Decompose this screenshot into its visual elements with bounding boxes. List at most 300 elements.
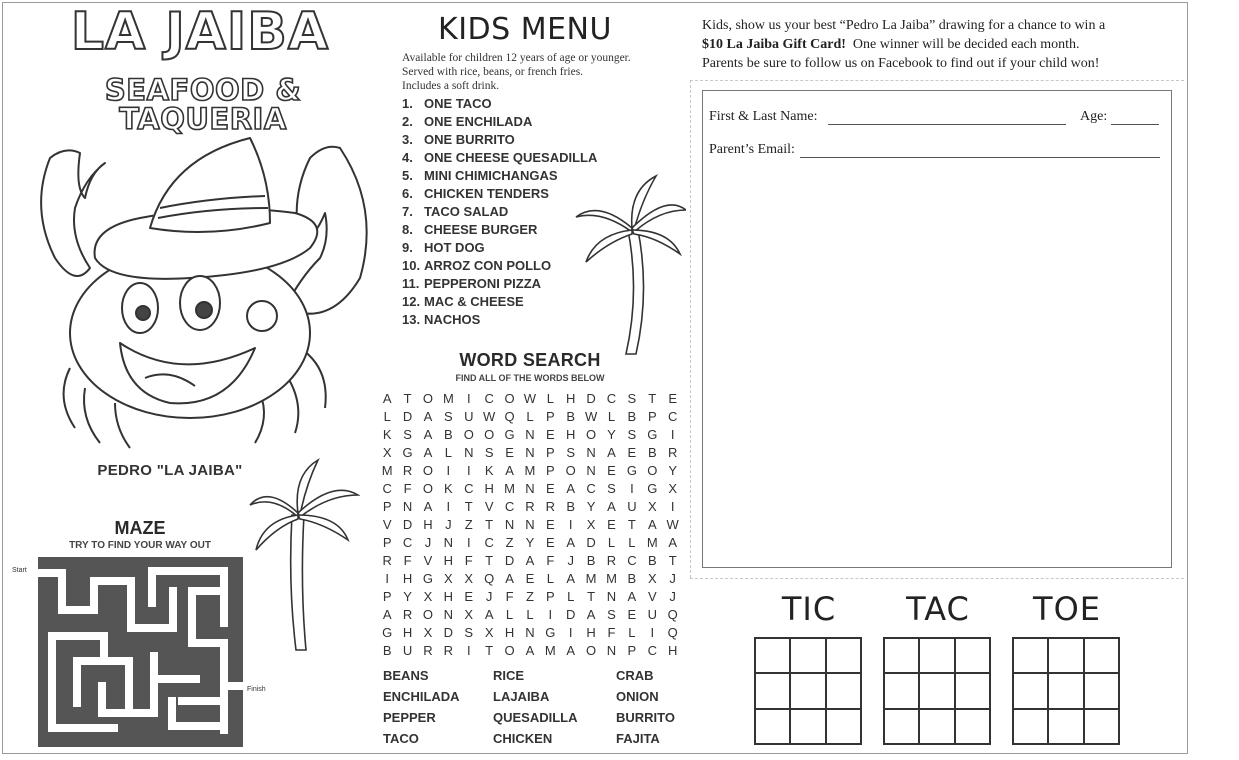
word-search-letter[interactable]: S (444, 409, 453, 424)
ttt-cell[interactable] (826, 709, 861, 744)
ttt-cell[interactable] (826, 638, 861, 673)
drawing-contest-text: Kids, show us your best “Pedro La Jaiba” drawing for a chance to win a $10 La Jaiba Gift Card! One winner will be decided each month. Parents be sure to follow us on Facebook to find out if your child won! (702, 18, 1106, 71)
word-search-word: ONION (616, 689, 659, 704)
word-search-word: ENCHILADA (383, 689, 460, 704)
word-search-letter[interactable]: I (650, 625, 655, 640)
ttt-cell[interactable] (755, 709, 790, 744)
word-search-letter[interactable]: H (402, 625, 413, 640)
menu-item: 1. ONE TACO (402, 96, 492, 111)
word-search-letter[interactable]: N (504, 517, 515, 532)
word-search-letter[interactable]: I (466, 391, 471, 406)
menu-item: 11. PEPPERONI PIZZA (402, 276, 542, 291)
word-search-letter[interactable]: A (423, 409, 433, 424)
word-search-letter[interactable]: A (525, 643, 535, 658)
word-search-letter[interactable]: R (402, 607, 413, 622)
word-search-letter[interactable]: X (444, 571, 453, 586)
word-search-letter[interactable]: W (666, 517, 679, 532)
word-search-letter[interactable]: N (606, 643, 617, 658)
ttt-cell[interactable] (884, 673, 919, 708)
word-search-letter[interactable]: M (585, 571, 597, 586)
word-search-letter[interactable]: A (566, 535, 576, 550)
word-search-word-list (383, 668, 696, 752)
word-search-letter[interactable]: N (525, 445, 535, 460)
word-search-letter[interactable]: I (446, 499, 451, 514)
word-search-letter[interactable]: T (403, 391, 412, 406)
word-search-letter[interactable]: A (607, 499, 616, 514)
word-search-letter[interactable]: I (670, 427, 675, 442)
word-search-letter[interactable]: S (607, 607, 616, 622)
word-search-letter[interactable]: G (402, 445, 413, 460)
word-search-letter[interactable]: A (566, 643, 576, 658)
word-search-letter[interactable]: A (586, 607, 596, 622)
ttt-cell[interactable] (790, 638, 825, 673)
word-search-letter[interactable]: I (568, 625, 573, 640)
word-search-letter[interactable]: G (626, 463, 637, 478)
word-search-letter[interactable]: L (526, 409, 534, 424)
menu-item: 8. CHEESE BURGER (402, 222, 538, 237)
menu-item: 5. MINI CHIMICHANGAS (402, 168, 558, 183)
word-search-letter[interactable]: C (586, 481, 596, 496)
word-search-letter[interactable]: P (647, 409, 657, 424)
word-search-word: PEPPER (383, 710, 436, 725)
age-label: Age: (1080, 109, 1108, 124)
word-search-grid[interactable] (377, 390, 683, 660)
word-search-letter[interactable]: B (627, 571, 637, 586)
word-search-letter[interactable]: O (422, 607, 434, 622)
word-search-letter[interactable]: S (484, 445, 494, 460)
word-search-letter[interactable]: X (464, 571, 474, 586)
word-search-letter[interactable]: O (586, 643, 597, 658)
word-search-letter[interactable]: M (524, 463, 536, 478)
word-search-letter[interactable]: A (505, 571, 514, 586)
word-search-letter[interactable]: H (667, 643, 678, 658)
word-search-letter[interactable]: T (485, 517, 494, 532)
word-search-letter[interactable]: C (667, 409, 678, 424)
word-search-letter[interactable]: L (526, 607, 534, 622)
word-search-letter[interactable]: O (565, 463, 576, 478)
menu-item: 7. TACO SALAD (402, 204, 509, 219)
ttt-cell[interactable] (955, 709, 990, 744)
word-search-letter[interactable]: D (402, 409, 413, 424)
word-search-letter[interactable]: Y (403, 589, 412, 604)
word-search-letter[interactable]: L (383, 409, 391, 424)
ttt-cell[interactable] (884, 638, 919, 673)
word-search-letter[interactable]: X (423, 625, 433, 640)
kids-menu-list (402, 95, 597, 329)
ttt-cell[interactable] (826, 673, 861, 708)
word-search-letter[interactable]: N (443, 607, 454, 622)
word-search-letter[interactable]: P (627, 643, 637, 658)
ttt-cell[interactable] (755, 673, 790, 708)
word-search-letter[interactable]: C (627, 553, 637, 568)
word-search-letter[interactable]: O (422, 481, 434, 496)
word-search-letter[interactable]: W (483, 409, 496, 424)
word-search-letter[interactable]: E (668, 391, 677, 406)
word-search-letter[interactable]: E (545, 535, 555, 550)
word-search-word: CRAB (616, 668, 654, 683)
ttt-cell[interactable] (1013, 709, 1048, 744)
word-search-letter[interactable]: S (627, 427, 637, 442)
word-search-letter[interactable]: E (505, 445, 514, 460)
ttt-cell[interactable] (955, 673, 990, 708)
word-search-letter[interactable]: M (442, 391, 454, 406)
word-search-letter[interactable]: E (545, 427, 555, 442)
word-search-letter[interactable]: B (627, 409, 637, 424)
word-search-letter[interactable]: C (484, 391, 494, 406)
word-search-letter[interactable]: I (670, 499, 675, 514)
word-search-letter[interactable]: C (402, 535, 413, 550)
word-search-letter[interactable]: Y (607, 427, 616, 442)
word-search-letter[interactable]: N (586, 463, 596, 478)
word-search-letter[interactable]: X (484, 625, 494, 640)
word-search-letter[interactable]: A (566, 571, 576, 586)
word-search-letter[interactable]: N (606, 589, 617, 604)
word-search-word: RICE (493, 668, 525, 683)
word-search-word: TACO (383, 731, 419, 746)
word-search-letter[interactable]: H (443, 553, 454, 568)
word-search-letter[interactable]: O (484, 427, 495, 442)
word-search-letter[interactable]: B (586, 553, 596, 568)
word-search-letter[interactable]: P (382, 589, 392, 604)
word-search-letter[interactable]: O (647, 463, 658, 478)
word-search-letter[interactable]: Y (586, 499, 596, 514)
word-search-letter[interactable]: D (586, 391, 596, 406)
tic-tac-toe-board[interactable] (1012, 637, 1120, 745)
word-search-letter[interactable]: E (627, 445, 637, 460)
maze-start-label: Start (12, 567, 27, 574)
word-search-letter[interactable]: L (607, 535, 616, 550)
word-search-letter[interactable]: E (607, 463, 616, 478)
word-search-letter[interactable]: A (423, 445, 433, 460)
word-search-letter[interactable]: Q (504, 409, 515, 424)
word-search-letter[interactable]: L (628, 625, 636, 640)
word-search-letter[interactable]: S (403, 427, 412, 442)
word-search-letter[interactable]: H (586, 625, 596, 640)
word-search-letter[interactable]: H (402, 571, 413, 586)
ttt-cell[interactable] (1084, 709, 1119, 744)
word-search-letter[interactable]: Y (668, 463, 677, 478)
word-search-letter[interactable]: I (630, 481, 634, 496)
word-search-letter[interactable]: U (647, 607, 657, 622)
word-search-letter[interactable]: C (647, 643, 657, 658)
word-search-letter[interactable]: Q (667, 607, 678, 622)
word-search-letter[interactable]: S (464, 625, 474, 640)
word-search-letter[interactable]: Y (525, 535, 535, 550)
maze-subtitle: TRY TO FIND YOUR WAY OUT (69, 540, 211, 551)
word-search-letter[interactable]: E (545, 517, 555, 532)
word-search-letter[interactable]: I (446, 463, 451, 478)
word-search-letter[interactable]: M (606, 571, 617, 586)
word-search-letter[interactable]: A (505, 463, 514, 478)
word-search-letter[interactable]: A (382, 391, 392, 406)
ttt-cell[interactable] (1084, 638, 1119, 673)
ttt-cell[interactable] (1013, 638, 1048, 673)
maze-title: MAZE (114, 518, 166, 538)
word-search-letter[interactable]: O (463, 427, 474, 442)
ttt-cell[interactable] (884, 709, 919, 744)
word-search-letter[interactable]: I (466, 643, 471, 658)
word-search-letter[interactable]: W (523, 391, 537, 406)
word-search-letter[interactable]: I (385, 571, 389, 586)
word-search-word: QUESADILLA (493, 710, 578, 725)
word-search-letter[interactable]: H (443, 589, 454, 604)
ttt-cell[interactable] (1048, 709, 1083, 744)
menu-item: 13. NACHOS (402, 312, 481, 327)
word-search-letter[interactable]: B (647, 553, 657, 568)
word-search-letter[interactable]: N (525, 481, 535, 496)
word-search-letter[interactable]: S (607, 481, 616, 496)
age-field[interactable] (1111, 124, 1159, 125)
ttt-cell[interactable] (1084, 673, 1119, 708)
word-search-letter[interactable]: O (586, 427, 597, 442)
word-search-letter[interactable]: V (423, 553, 433, 568)
word-search-letter[interactable]: X (668, 481, 677, 496)
word-search-letter[interactable]: F (403, 553, 412, 568)
word-search-letter[interactable]: D (504, 553, 515, 568)
word-search-letter[interactable]: R (545, 499, 556, 514)
word-search-letter[interactable]: A (607, 445, 616, 460)
word-search-letter[interactable]: E (525, 571, 535, 586)
word-search-letter[interactable]: A (382, 607, 392, 622)
word-search-letter[interactable]: F (505, 589, 514, 604)
word-search-letter[interactable]: Q (667, 625, 678, 640)
word-search-title: WORD SEARCH (459, 350, 601, 370)
drawing-area[interactable] (702, 90, 1172, 568)
word-search-letter[interactable]: O (504, 391, 515, 406)
word-search-letter[interactable]: T (668, 553, 677, 568)
word-search-letter[interactable]: B (382, 643, 392, 658)
word-search-letter[interactable]: L (546, 391, 554, 406)
ttt-cell[interactable] (919, 673, 954, 708)
ttt-cell[interactable] (919, 709, 954, 744)
word-search-word: BURRITO (616, 710, 675, 725)
word-search-letter[interactable]: I (466, 535, 471, 550)
word-search-letter[interactable]: X (586, 517, 596, 532)
word-search-letter[interactable]: P (545, 463, 555, 478)
word-search-letter[interactable]: A (525, 553, 535, 568)
word-search-letter[interactable]: B (566, 409, 576, 424)
word-search-letter[interactable]: T (648, 391, 657, 406)
brand-title: LA JAIBA (70, 2, 330, 62)
ttt-cell[interactable] (919, 638, 954, 673)
word-search-letter[interactable]: H (504, 625, 515, 640)
word-search-letter[interactable]: E (627, 607, 637, 622)
word-search-letter[interactable]: N (525, 427, 535, 442)
ttt-cell[interactable] (1048, 673, 1083, 708)
word-search-letter[interactable]: K (382, 427, 392, 442)
word-search-letter[interactable]: V (647, 589, 657, 604)
mascot-name: PEDRO "LA JAIBA" (97, 462, 243, 479)
word-search-letter[interactable]: J (567, 553, 574, 568)
word-search-letter[interactable]: G (382, 625, 393, 640)
word-search-letter[interactable]: R (443, 643, 454, 658)
word-search-letter[interactable]: F (607, 625, 616, 640)
toe-title: TOE (1033, 590, 1101, 628)
word-search-letter[interactable]: D (402, 517, 413, 532)
word-search-letter[interactable]: R (382, 553, 392, 568)
word-search-letter[interactable]: D (443, 625, 454, 640)
word-search-letter[interactable]: I (568, 517, 573, 532)
word-search-letter[interactable]: A (647, 517, 657, 532)
word-search-letter[interactable]: G (545, 625, 556, 640)
word-search-letter[interactable]: M (504, 481, 515, 496)
word-search-letter[interactable]: N (464, 445, 474, 460)
word-search-letter[interactable]: K (444, 481, 453, 496)
word-search-letter[interactable]: A (627, 589, 637, 604)
word-search-letter[interactable]: F (546, 553, 555, 568)
section-divider (690, 80, 691, 578)
menu-item: 3. ONE BURRITO (402, 132, 515, 147)
word-search-letter[interactable]: X (382, 445, 392, 460)
section-divider (690, 578, 1184, 579)
word-search-letter[interactable]: R (423, 643, 433, 658)
word-search-letter[interactable]: U (627, 499, 637, 514)
word-search-letter[interactable]: I (548, 607, 553, 622)
word-search-letter[interactable]: B (566, 499, 576, 514)
ttt-cell[interactable] (1048, 638, 1083, 673)
word-search-letter[interactable]: A (423, 499, 433, 514)
ttt-cell[interactable] (955, 638, 990, 673)
name-label: First & Last Name: (709, 109, 818, 124)
word-search-letter[interactable]: C (464, 481, 474, 496)
word-search-letter[interactable]: J (424, 535, 432, 550)
menu-item: 2. ONE ENCHILADA (402, 114, 533, 129)
word-search-letter[interactable]: X (647, 571, 657, 586)
word-search-letter[interactable]: R (402, 463, 413, 478)
word-search-letter[interactable]: J (445, 517, 452, 532)
ttt-cell[interactable] (790, 709, 825, 744)
word-search-letter[interactable]: S (566, 445, 576, 460)
word-search-letter[interactable]: Z (525, 589, 534, 604)
name-field[interactable] (828, 124, 1066, 125)
word-search-letter[interactable]: L (567, 589, 575, 604)
word-search-letter[interactable]: O (422, 391, 434, 406)
word-search-letter[interactable]: S (627, 391, 637, 406)
word-search-letter[interactable]: T (627, 517, 636, 532)
word-search-word: BEANS (383, 668, 429, 683)
word-search-letter[interactable]: L (628, 535, 636, 550)
word-search-letter[interactable]: D (586, 535, 596, 550)
word-search-letter[interactable]: C (484, 535, 494, 550)
word-search-letter[interactable]: J (669, 589, 676, 604)
word-search-letter[interactable]: E (545, 481, 555, 496)
word-search-letter[interactable]: M (646, 535, 658, 550)
menu-item: 12. MAC & CHEESE (402, 294, 524, 309)
word-search-letter[interactable]: D (566, 607, 576, 622)
word-search-letter[interactable]: P (382, 535, 392, 550)
word-search-letter[interactable]: N (525, 625, 535, 640)
maze-puzzle[interactable] (38, 557, 243, 747)
word-search-letter[interactable]: X (423, 589, 433, 604)
word-search-letter[interactable]: Q (484, 571, 495, 586)
word-search-letter[interactable]: B (647, 445, 657, 460)
word-search-letter[interactable]: W (584, 409, 598, 424)
word-search-letter[interactable]: C (504, 499, 515, 514)
word-search-letter[interactable]: A (484, 607, 494, 622)
word-search-letter[interactable]: P (382, 499, 392, 514)
word-search-letter[interactable]: A (566, 481, 576, 496)
word-search-letter[interactable]: F (403, 481, 412, 496)
word-search-letter[interactable]: U (402, 643, 413, 658)
word-search-letter[interactable]: R (525, 499, 535, 514)
word-search-letter[interactable]: G (647, 427, 658, 442)
word-search-letter[interactable]: C (382, 481, 392, 496)
word-search-letter[interactable]: L (444, 445, 452, 460)
brand-subtitle: SEAFOOD & TAQUERIA (104, 73, 302, 136)
word-search-letter[interactable]: K (484, 463, 494, 478)
word-search-letter[interactable]: L (505, 607, 514, 622)
word-search-letter[interactable]: H (566, 391, 576, 406)
word-search-letter[interactable]: V (484, 499, 494, 514)
word-search-letter[interactable]: T (464, 499, 473, 514)
word-search-letter[interactable]: E (464, 589, 474, 604)
word-search-letter[interactable]: T (587, 589, 596, 604)
word-search-letter[interactable]: F (464, 553, 473, 568)
ttt-cell[interactable] (790, 673, 825, 708)
word-search-letter[interactable]: X (647, 499, 657, 514)
word-search-letter[interactable]: Z (505, 535, 514, 550)
word-search-letter[interactable]: A (668, 535, 677, 550)
section-divider (690, 80, 1184, 81)
palm-tree-icon (248, 455, 360, 655)
ttt-cell[interactable] (755, 638, 790, 673)
word-search-letter[interactable]: A (423, 427, 433, 442)
word-search-letter[interactable]: P (545, 409, 555, 424)
word-search-letter[interactable]: R (667, 445, 678, 460)
word-search-letter[interactable]: L (546, 571, 554, 586)
word-search-letter[interactable]: X (464, 607, 474, 622)
word-search-letter[interactable]: M (381, 463, 393, 478)
word-search-letter[interactable]: J (669, 571, 676, 586)
word-search-letter[interactable]: L (607, 409, 616, 424)
word-search-letter[interactable]: T (485, 553, 494, 568)
word-search-letter[interactable]: G (504, 427, 515, 442)
tic-title: TIC (781, 590, 837, 628)
word-search-letter[interactable]: N (586, 445, 596, 460)
word-search-letter[interactable]: J (485, 589, 493, 604)
word-search-letter[interactable]: B (444, 427, 453, 442)
tic-tac-toe-board[interactable] (754, 637, 862, 745)
email-label: Parent’s Email: (709, 142, 795, 157)
word-search-letter[interactable]: H (566, 427, 576, 442)
maze-finish-label: Finish (247, 686, 266, 693)
word-search-letter[interactable]: P (545, 445, 555, 460)
word-search-letter[interactable]: N (402, 499, 413, 514)
word-search-letter[interactable]: O (422, 463, 434, 478)
word-search-letter[interactable]: O (504, 643, 515, 658)
word-search-letter[interactable]: H (423, 517, 433, 532)
word-search-letter[interactable]: G (422, 571, 434, 586)
word-search-letter[interactable]: V (382, 517, 392, 532)
word-search-letter[interactable]: I (466, 463, 471, 478)
word-search-letter[interactable]: C (606, 391, 617, 406)
word-search-letter[interactable]: N (443, 535, 454, 550)
ttt-cell[interactable] (1013, 673, 1048, 708)
word-search-letter[interactable]: R (606, 553, 617, 568)
menu-item: 4. ONE CHEESE QUESADILLA (402, 150, 598, 165)
word-search-letter[interactable]: P (545, 589, 555, 604)
word-search-letter[interactable]: U (464, 409, 474, 424)
word-search-letter[interactable]: N (525, 517, 535, 532)
word-search-letter[interactable]: Z (464, 517, 473, 532)
word-search-letter[interactable]: E (607, 517, 616, 532)
word-search-letter[interactable]: H (484, 481, 494, 496)
word-search-letter[interactable]: G (647, 481, 658, 496)
word-search-letter[interactable]: M (544, 643, 556, 658)
word-search-letter[interactable]: T (485, 643, 494, 658)
email-field[interactable] (800, 157, 1160, 158)
tic-tac-toe-board[interactable] (883, 637, 991, 745)
